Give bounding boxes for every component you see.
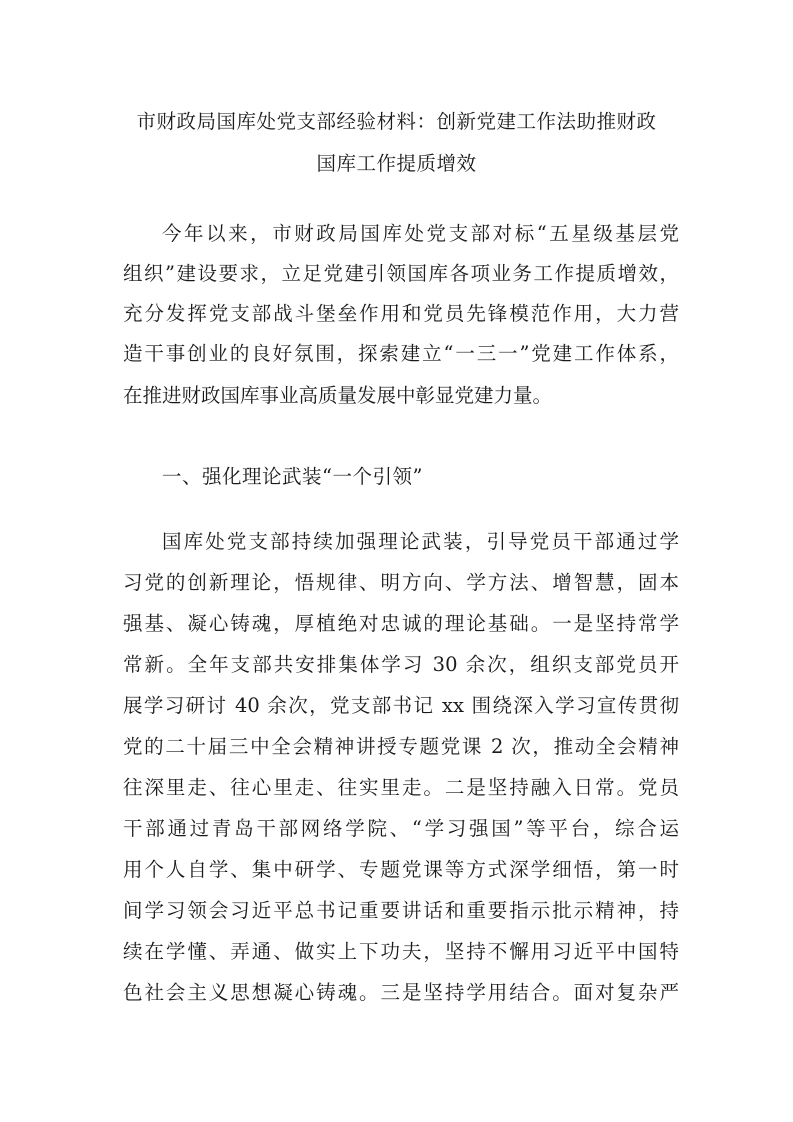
paragraph-2-line-3: 强基、凝心铸魂，厚植绝对忠诚的理论基础。一是坚持常学: [123, 612, 679, 635]
paragraph-2-line-8: 干部通过青岛干部网络学院、“学习强国”等平台，综合运: [123, 817, 679, 840]
paragraph-2-line-5: 展学习研讨 40 余次，党支部书记 xx 围绕深入学习宣传贯彻: [123, 694, 679, 717]
paragraph-2-line-1: 国库处党支部持续加强理论武装，引导党员干部通过学: [162, 530, 679, 553]
document-title-line-1: 市财政局国库处党支部经验材料：创新党建工作法助推财政: [136, 110, 657, 133]
paragraph-2-line-11: 续在学懂、弄通、做实上下功夫，坚持不懈用习近平中国特: [123, 940, 679, 963]
paragraph-2-line-12: 色社会主义思想凝心铸魂。三是坚持学用结合。面对复杂严: [123, 981, 679, 1004]
paragraph-1-line-3: 充分发挥党支部战斗堡垒作用和党员先锋模范作用，大力营: [123, 302, 679, 325]
paragraph-2-line-4: 常新。全年支部共安排集体学习 30 余次，组织支部党员开: [123, 653, 679, 676]
paragraph-2-line-9: 用个人自学、集中研学、专题党课等方式深学细悟，第一时: [123, 858, 679, 881]
paragraph-2-line-10: 间学习领会习近平总书记重要讲话和重要指示批示精神，持: [123, 899, 679, 922]
section-1-heading: 一、强化理论武装“一个引领”: [162, 465, 423, 488]
paragraph-2-line-2: 习党的创新理论，悟规律、明方向、学方法、增智慧，固本: [123, 571, 679, 594]
paragraph-2-line-7: 往深里走、往心里走、往实里走。二是坚持融入日常。党员: [123, 776, 679, 799]
paragraph-1-line-4: 造干事创业的良好氛围，探索建立“一三一”党建工作体系，: [123, 342, 679, 365]
paragraph-2-line-6: 党的二十届三中全会精神讲授专题党课 2 次，推动全会精神: [123, 735, 679, 758]
paragraph-1-line-1: 今年以来，市财政局国库处党支部对标“五星级基层党: [162, 222, 679, 245]
paragraph-1-line-5: 在推进财政国库事业高质量发展中彰显党建力量。: [123, 384, 553, 407]
paragraph-1-line-2: 组织”建设要求，立足党建引领国库各项业务工作提质增效，: [123, 262, 679, 285]
document-title-line-2: 国库工作提质增效: [316, 152, 477, 175]
